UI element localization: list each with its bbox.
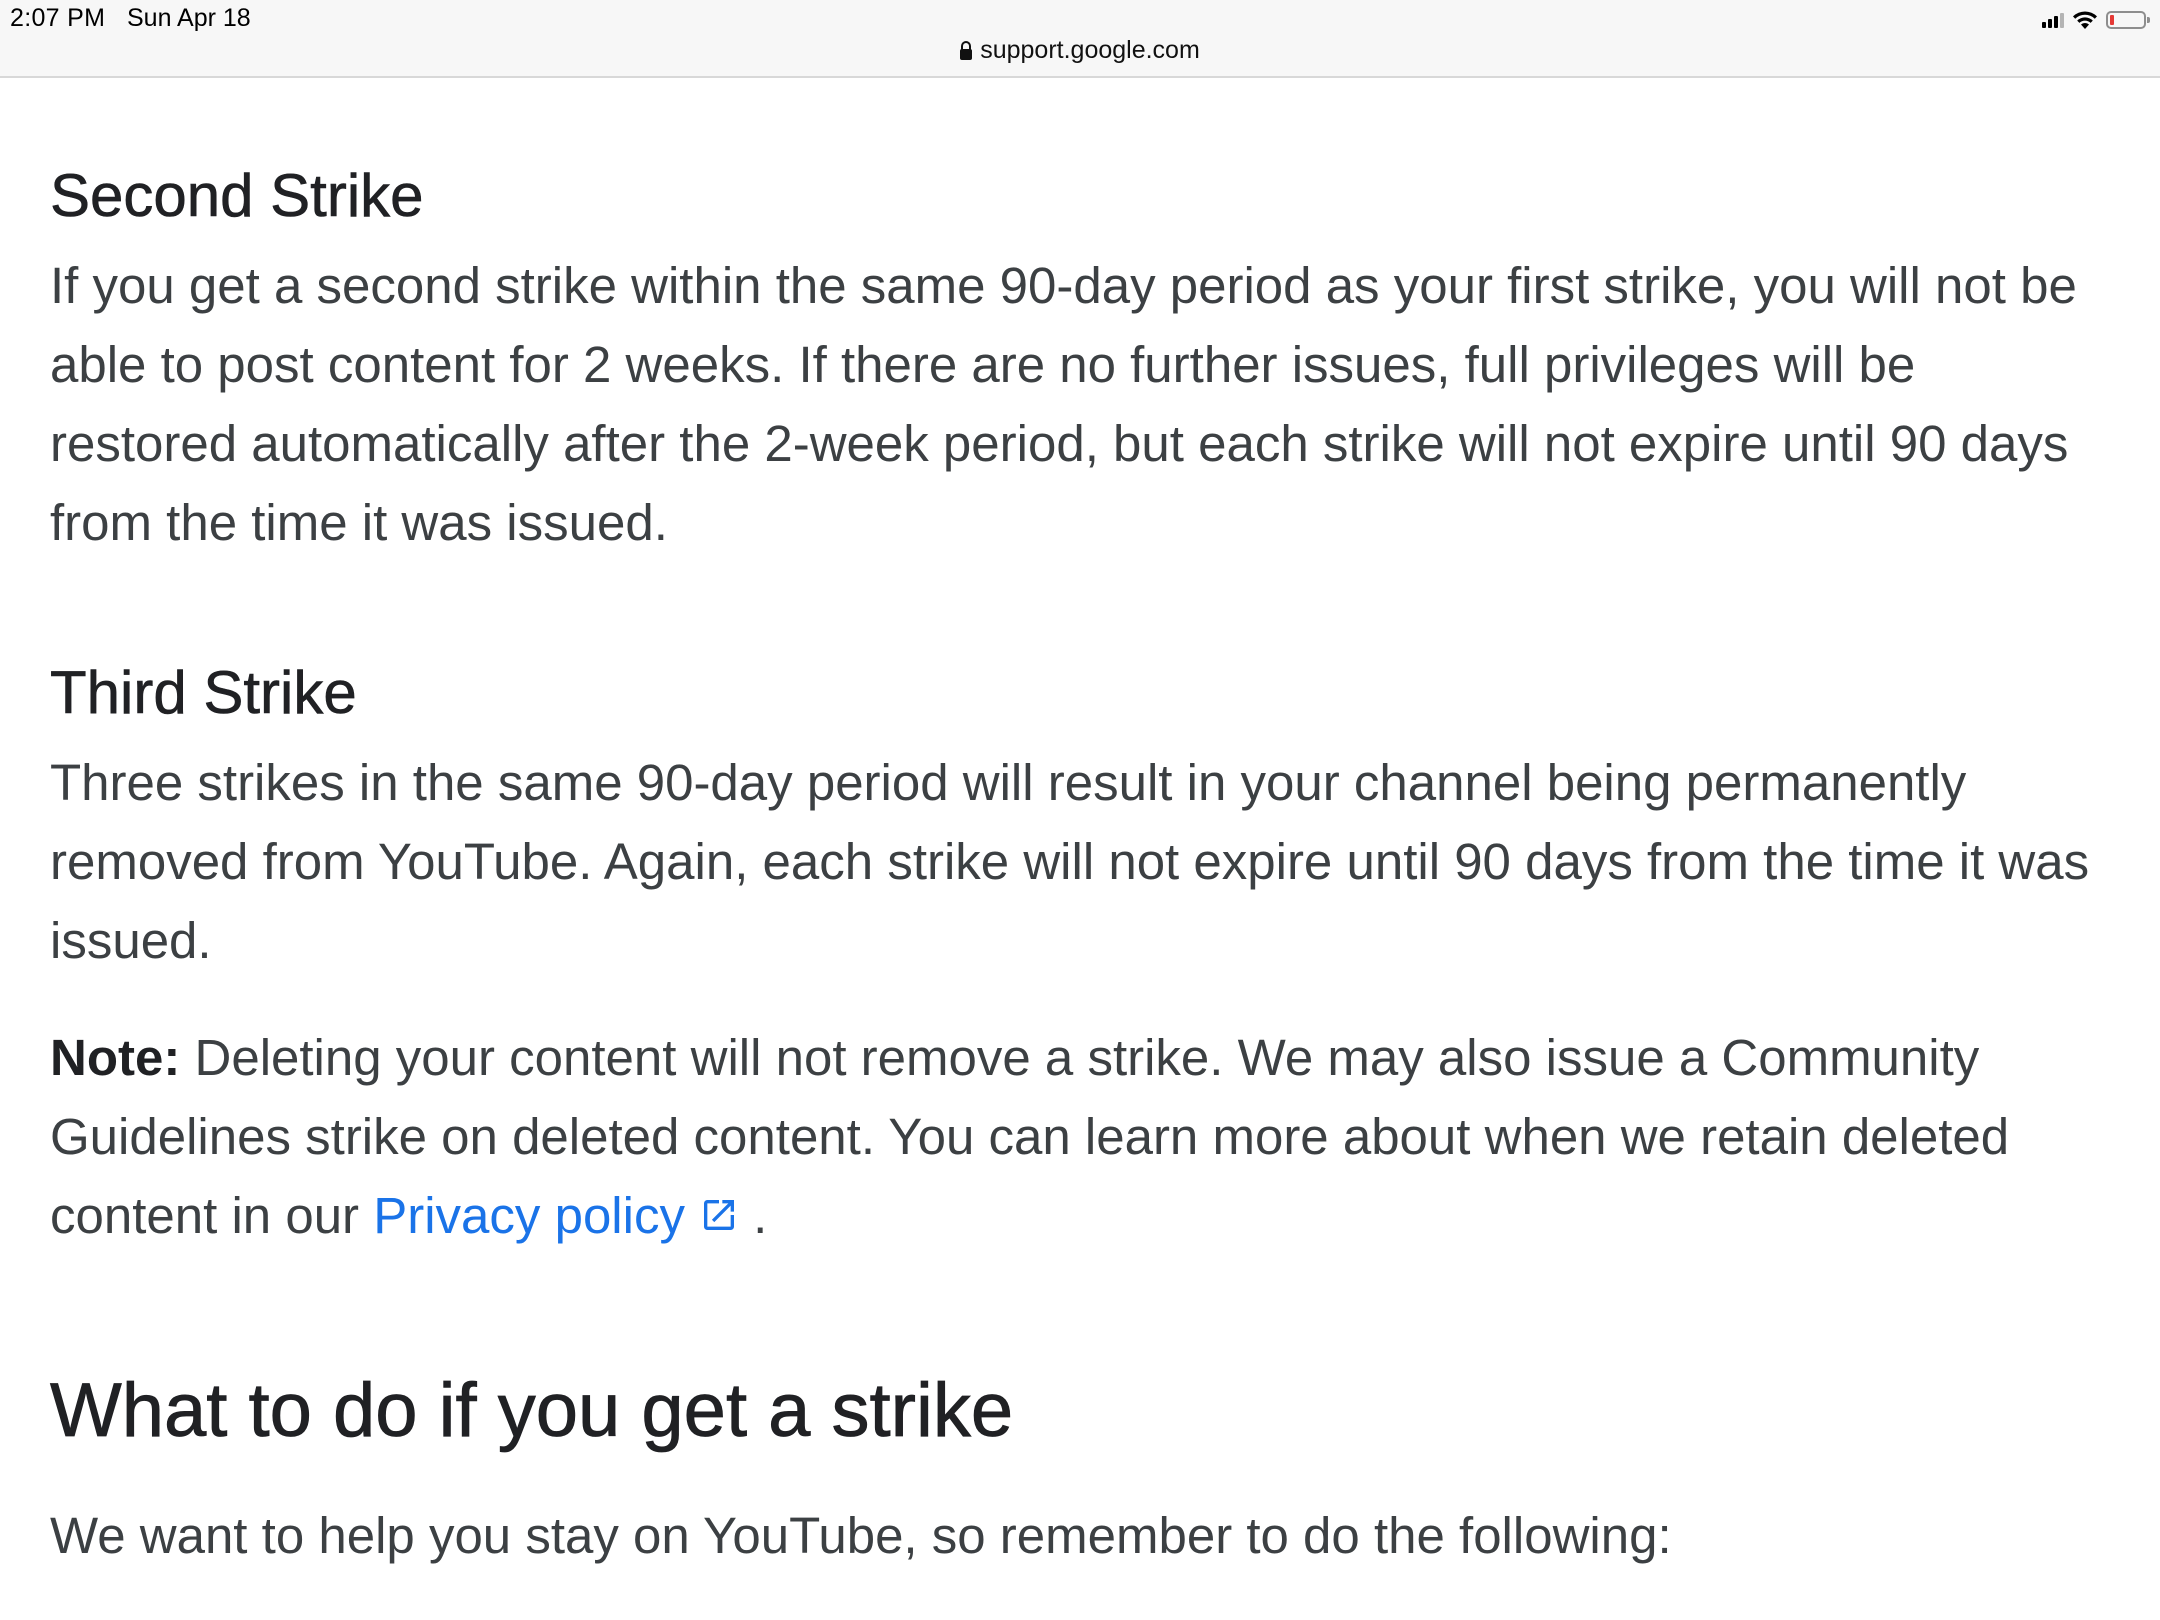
note-text: Deleting your content will not remove a strike. We may also issue a Community Guidelines strike on deleted content. You can learn more about when we retain deleted content in our (50, 1029, 2010, 1244)
battery-icon (2106, 11, 2146, 29)
external-link-icon[interactable] (699, 1195, 739, 1235)
what-to-do-heading: What to do if you get a strike (50, 1368, 1014, 1453)
second-strike-body: If you get a second strike within the same 90-day period as your first strike, you will not be able to post content for 2 weeks. If there are no further issues, full privileges will be restored automatically after the 2-week period, but each strike will not expire until 90 days from the time it was issued. (50, 257, 2077, 551)
what-to-do-intro: We want to help you stay on YouTube, so remember to do the following: (50, 1507, 1672, 1565)
privacy-policy-link[interactable] (373, 1187, 739, 1244)
status-time: 2:07 PM (10, 4, 106, 32)
third-strike-heading: Third Strike (50, 659, 357, 726)
cellular-signal-icon (2042, 12, 2064, 28)
third-strike-body: Three strikes in the same 90-day period will result in your channel being permanently removed from YouTube. Again, each strike will not expire until 90 days from the time it was issued. (50, 754, 2090, 969)
note-label: Note: (50, 1029, 181, 1086)
note-paragraph (50, 1018, 2110, 1255)
note-trailing-text: . (738, 1187, 768, 1244)
status-date: Sun Apr 18 (127, 4, 251, 32)
status-icons (2042, 8, 2146, 32)
article-content (50, 160, 2110, 1575)
wifi-icon (2072, 11, 2098, 30)
url-text: support.google.com (980, 36, 1200, 64)
address-bar[interactable] (0, 36, 2160, 65)
second-strike-heading: Second Strike (50, 162, 424, 229)
privacy-policy-link-text[interactable]: Privacy policy (373, 1187, 685, 1244)
battery-level (2110, 15, 2114, 25)
lock-icon (960, 49, 972, 60)
browser-status-bar (0, 0, 2160, 78)
